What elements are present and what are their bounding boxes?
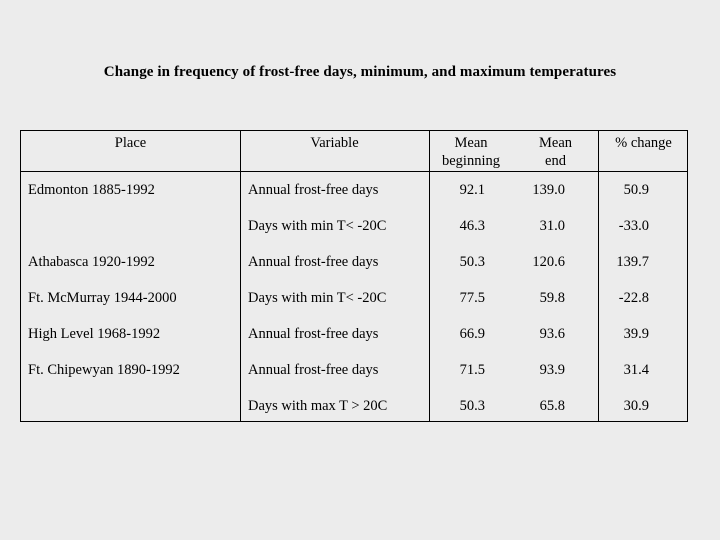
row-0-variable: Annual frost-free days: [248, 182, 379, 198]
row-3-mean-end: 59.8: [539, 290, 565, 306]
header-mean-end-line1: Mean: [538, 135, 572, 151]
row-1-pct-change: -33.0: [618, 218, 649, 234]
row-6-mean-end: 65.8: [539, 398, 565, 414]
row-0-pct-change: 50.9: [623, 182, 649, 198]
row-6-mean-beginning: 50.3: [459, 398, 485, 414]
data-table: [20, 130, 688, 422]
row-1-mean-end: 31.0: [539, 218, 565, 234]
row-1-mean-beginning: 46.3: [459, 218, 485, 234]
column-divider-place: [240, 131, 241, 421]
row-4-mean-beginning: 66.9: [459, 326, 485, 342]
row-2-place: Athabasca 1920-1992: [28, 254, 155, 270]
header-place: Place: [114, 135, 147, 151]
row-2-mean-beginning: 50.3: [459, 254, 485, 270]
row-3-variable: Days with min T< -20C: [248, 290, 387, 306]
header-variable: Variable: [310, 135, 359, 151]
header-pct-change: % change: [615, 135, 672, 151]
row-0-mean-beginning: 92.1: [459, 182, 485, 198]
row-6-pct-change: 30.9: [623, 398, 649, 414]
row-2-pct-change: 139.7: [616, 254, 649, 270]
row-2-variable: Annual frost-free days: [248, 254, 379, 270]
row-4-mean-end: 93.6: [539, 326, 565, 342]
row-5-place: Ft. Chipewyan 1890-1992: [28, 362, 180, 378]
row-2-mean-end: 120.6: [532, 254, 565, 270]
row-4-variable: Annual frost-free days: [248, 326, 379, 342]
row-0-place: Edmonton 1885-1992: [28, 182, 155, 198]
row-1-variable: Days with min T< -20C: [248, 218, 387, 234]
row-6-variable: Days with max T > 20C: [248, 398, 388, 414]
row-3-mean-beginning: 77.5: [459, 290, 485, 306]
row-4-pct-change: 39.9: [623, 326, 649, 342]
row-5-pct-change: 31.4: [623, 362, 649, 378]
row-5-variable: Annual frost-free days: [248, 362, 379, 378]
row-3-pct-change: -22.8: [618, 290, 649, 306]
row-0-mean-end: 139.0: [532, 182, 565, 198]
row-5-mean-beginning: 71.5: [459, 362, 485, 378]
header-divider: [21, 171, 687, 172]
header-mean-beginning-line1: Mean: [454, 135, 488, 151]
row-3-place: Ft. McMurray 1944-2000: [28, 290, 177, 306]
row-4-place: High Level 1968-1992: [28, 326, 161, 342]
header-mean-beginning-line2: beginning: [442, 153, 500, 169]
table-title: Change in frequency of frost-free days, minimum, and maximum temperatures: [103, 64, 617, 80]
header-mean-end-line2: end: [545, 153, 566, 169]
row-5-mean-end: 93.9: [539, 362, 565, 378]
